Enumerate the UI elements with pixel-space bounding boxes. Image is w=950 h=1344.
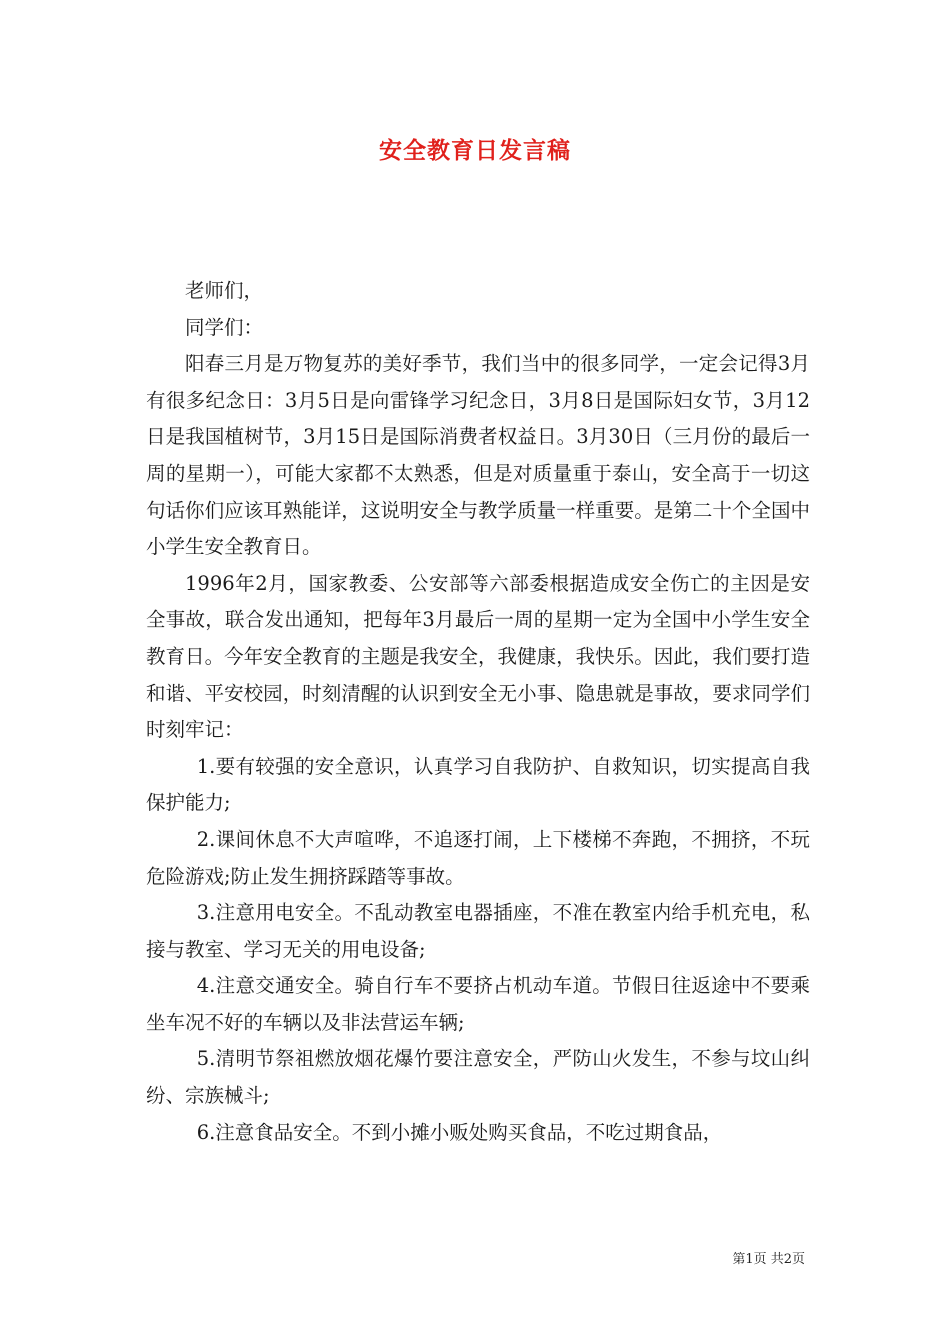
list-item: 4.注意交通安全。骑自行车不要挤占机动车道。节假日往返途中不要乘坐车况不好的车辆以及非法营运车辆; <box>146 974 810 1034</box>
list-item: 5.清明节祭祖燃放烟花爆竹要注意安全，严防山火发生，不参与坟山纠纷、宗族械斗; <box>146 1047 810 1108</box>
document-title: 安全教育日发言稿 <box>379 138 571 164</box>
greeting-students: 同学们： <box>185 315 264 339</box>
list-item: 1.要有较强的安全意识，认真学习自我防护、自救知识，切实提高自我保护能力; <box>146 754 810 815</box>
paragraph-intro: 阳春三月是万物复苏的美好季节，我们当中的很多同学，一定会记得3月有很多纪念日：3月5日是向雷锋学习纪念日，3月8日是国际妇女节，3月12日是我国植树节，3月15日是国际消费者权益日。3月30日（三月份的最后一周的星期一），可能大家都不太熟悉，但是对质量重于泰山，安全高于一切这句话你们应该耳熟能详，这说明安全与教学质量一样重要。是第二十个全国中小学生安全教育日。 <box>146 352 810 559</box>
list-item: 3.注意用电安全。不乱动教室电器插座，不准在教室内给手机充电，私接与教室、学习无关的用电设备; <box>146 901 810 961</box>
list-item: 2.课间休息不大声喧哗，不追逐打闹，上下楼梯不奔跑，不拥挤，不玩危险游戏;防止发生拥挤踩踏等事故。 <box>146 827 810 888</box>
list-item: 6.注意食品安全。不到小摊小贩处购买食品，不吃过期食品， <box>196 1120 723 1144</box>
greeting-teachers: 老师们， <box>185 279 264 302</box>
paragraph-history: 1996年2月，国家教委、公安部等六部委根据造成安全伤亡的主因是安全事故，联合发出通知，把每年3月最后一周的星期一定为全国中小学生安全教育日。今年安全教育的主题是我安全，我健康，我快乐。因此，我们要打造和谐、平安校园，时刻清醒的认识到安全无小事、隐患就是事故，要求同学们时刻牢记： <box>146 571 810 742</box>
page-indicator: 第1页 共2页 <box>732 1252 805 1267</box>
document-body <box>146 273 810 1151</box>
